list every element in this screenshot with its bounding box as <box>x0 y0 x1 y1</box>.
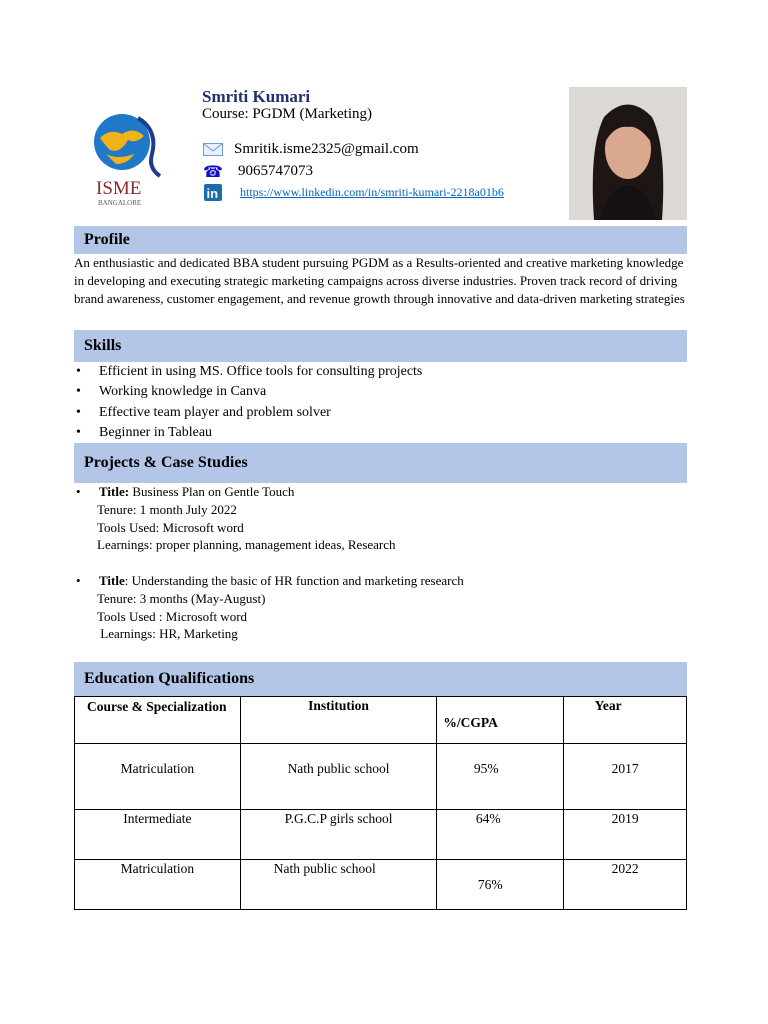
table-row <box>75 744 687 810</box>
cell-institution: P.G.C.P girls school <box>240 810 437 860</box>
phone-icon: ☎ <box>203 163 223 181</box>
skills-list <box>76 362 422 443</box>
project-item <box>76 483 396 554</box>
linkedin-icon <box>202 184 224 200</box>
cell-year: 2019 <box>564 810 687 860</box>
column-header: Institution <box>240 697 437 744</box>
cell-score: 95% <box>437 744 564 810</box>
linkedin-link[interactable]: https://www.linkedin.com/in/smriti-kumari-2218a01b6 <box>240 184 504 199</box>
table-row <box>75 860 687 910</box>
cell-score: 76% <box>437 860 564 910</box>
table-header-row <box>75 697 687 744</box>
education-table <box>74 696 687 910</box>
project-item <box>76 572 464 643</box>
isme-logo: ISME BANGALORE <box>88 110 168 210</box>
email-row <box>202 141 419 158</box>
profile-heading: Profile <box>74 226 687 254</box>
logo-subtext: BANGALORE <box>98 199 142 207</box>
project-learnings: Learnings: HR, Marketing <box>97 626 238 642</box>
project-title: Business Plan on Gentle Touch <box>129 484 295 499</box>
candidate-name: Smriti Kumari <box>202 87 311 106</box>
project-learnings: Learnings: proper planning, management ideas, Research <box>97 537 396 553</box>
email[interactable]: Smritik.isme2325@gmail.com <box>234 141 419 157</box>
project-tools: Tools Used : Microsoft word <box>97 608 248 624</box>
skill-item: • Efficient in using MS. Office tools for consulting projects <box>76 362 422 382</box>
column-header: Course & Specialization <box>75 697 241 744</box>
project-title-label: Title: <box>99 484 130 499</box>
cell-course: Matriculation <box>75 860 241 910</box>
project-title-label: Title <box>99 573 125 588</box>
course: Course: PGDM (Marketing) <box>202 106 372 122</box>
cell-score: 64% <box>437 810 564 860</box>
phone: 9065747073 <box>238 163 313 179</box>
projects-heading: Projects & Case Studies <box>74 443 687 483</box>
linkedin-row <box>202 184 504 200</box>
cell-institution: Nath public school <box>240 860 437 910</box>
skills-heading: Skills <box>74 330 687 362</box>
profile-photo <box>569 87 687 220</box>
project-tools: Tools Used: Microsoft word <box>97 519 244 535</box>
cell-course: Matriculation <box>75 744 241 810</box>
profile-text: An enthusiastic and dedicated BBA student pursuing PGDM as a Results-oriented and creative marketing knowledge in developing and executing strategic marketing campaigns across diverse industries. Proven track record of driving brand awareness, customer engagement, and revenue growth through innovative and data-driven marketing strategies <box>74 255 685 306</box>
cell-course: Intermediate <box>75 810 241 860</box>
project-tenure: Tenure: 3 months (May-August) <box>97 590 266 606</box>
column-header: Year <box>564 697 687 744</box>
skill-item: • Beginner in Tableau <box>76 423 422 443</box>
skill-item: • Effective team player and problem solver <box>76 403 422 423</box>
svg-text:in: in <box>206 185 219 201</box>
project-tenure: Tenure: 1 month July 2022 <box>97 501 237 517</box>
project-title: : Understanding the basic of HR function and marketing research <box>124 573 464 588</box>
table-row <box>75 810 687 860</box>
cell-year: 2017 <box>564 744 687 810</box>
cell-institution: Nath public school <box>240 744 437 810</box>
envelope-icon <box>202 142 224 158</box>
phone-row <box>202 163 313 180</box>
cell-year: 2022 <box>564 860 687 910</box>
skill-item: • Working knowledge in Canva <box>76 382 422 402</box>
education-heading: Education Qualifications <box>74 662 687 696</box>
column-header: %/CGPA <box>437 697 564 744</box>
